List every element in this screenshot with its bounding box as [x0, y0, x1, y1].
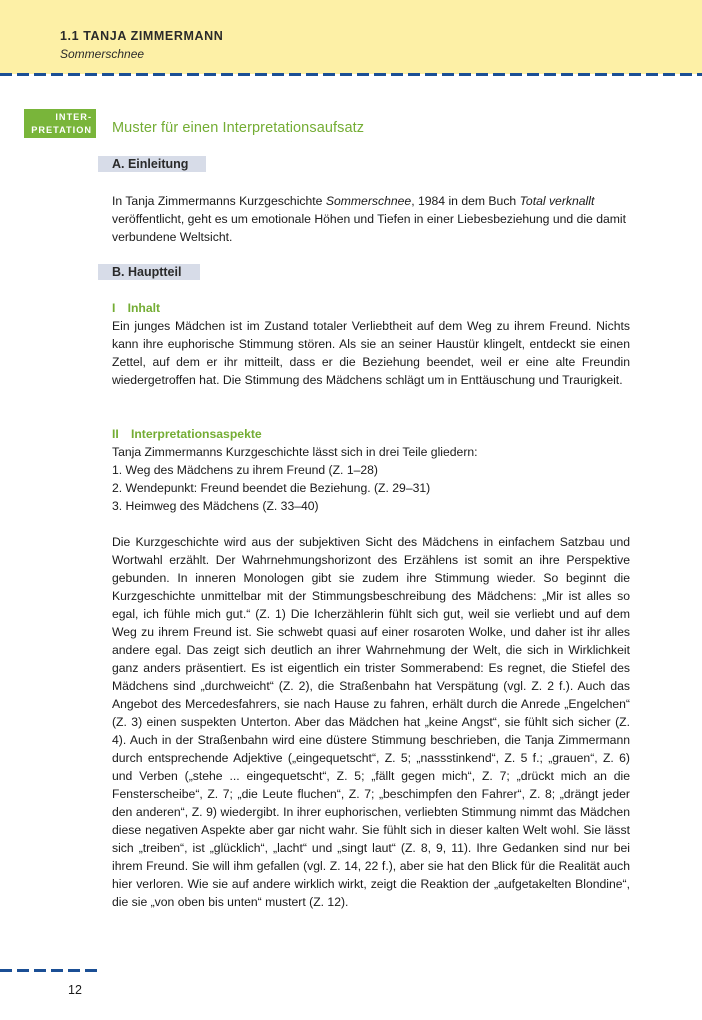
interpretation-badge	[24, 109, 96, 138]
section-title: Muster für einen Interpretationsaufsatz	[112, 120, 365, 136]
header-dashed-divider	[0, 73, 702, 76]
aspekte-heading: II Interpretationsaspekte	[112, 427, 262, 441]
analysis-paragraph	[112, 533, 630, 911]
einleitung-text-middle: , 1984 in dem Buch	[411, 194, 520, 208]
parts-list	[112, 461, 630, 515]
heading-einleitung: A. Einleitung	[98, 156, 206, 172]
page-header	[0, 0, 702, 74]
story-title: Sommerschnee	[325, 194, 412, 208]
analysis-text: Die Kurzgeschichte wird aus der subjektiven Sicht des Mädchens in einfachem Satzbau und Wortwahl erzählt. Der Wahrnehmungshorizont des Erzählens ist somit an ihre Perspektive gebunden. In inneren Monologen gibt sie zudem ihre Stimmung wieder. So beginnt die Kurzgeschichte unmittelbar mit der Stimmungsbeschreibung des Mädchens: „Mir ist alles so egal, ich fühle mich gut.“ (Z. 1) Die Icherzählerin fühlt sich gut, weil sie verliebt und auf dem Weg zu ihrem Freund ist. Sie schwebt quasi auf einer rosaroten Wolke, und daher ist ihr alles andere egal. Das zeigt sich deutlich an ihrer Wahrnehmung der Welt, die sich in Wirklichkeit ganz anders präsentiert. Es ist eigentlich ein trister Sommerabend: Es regnet, die Stiefel des Mädchens sind „durchweicht“ (Z. 2), die Straßenbahn hat Verspätung (vgl. Z. 2 f.). Auch das Angebot des Mercedesfahrers, sie nach Hause zu fahren, erhält durch die Anrede „Engelchen“ (Z. 3) einen suspekten Unterton. Aber das Mädchen hat „keine Angst“, sie fühlt sich sicher (Z. 4). Auch in der Straßenbahn wird eine düstere Stimmung beschrieben, die Tanja Zimmermann durch entsprechende Adjektive („eingequetscht“, Z. 5; „nassstinkend“, Z. 5 f.; „grauen“, Z. 6) und Verben („stehe ... eingequetscht“, Z. 5; „fällt gegen mich“, Z. 7; „drückt mich an die Fensterscheibe“, Z. 7; „die Leute fluchen“, Z. 7; „beschimpfen den Fahrer“, Z. 8; „drängt jeder den anderen“, Z. 9) wiedergibt. In ihrer euphorischen, verliebten Stimmung nimmt das Mädchen diese negativen Aspekte aber gar nicht wahr. Sie fühlt sich in dieser kalten Welt wohl. Sie lässt sich „treiben“, ist „glücklich“, „lacht“ und „singt laut“ (Z. 8, 9, 11). Ihre Gedanken sind nur bei ihrem Freund. Sie will ihm gefallen (vgl. Z. 14, 22 f.), aber sie hat den Blick für die Realität auch hier verloren. Wie sie auf andere wirklich wirkt, zeigt die Reaktion der „aufgetakelten Blondine“, die sie „von oben bis unten“ mustert (Z. 12).	[112, 535, 630, 909]
inhalt-heading: I Inhalt	[112, 301, 161, 315]
list-item: 1. Weg des Mädchens zu ihrem Freund (Z. 1–28)	[112, 463, 378, 477]
page-number: 12	[68, 983, 82, 997]
einleitung-paragraph	[112, 192, 630, 246]
inhalt-text: Ein junges Mädchen ist im Zustand totaler Verliebtheit auf dem Weg zu ihrem Freund. Nichts kann ihre euphorische Stimmung stören. Als sie an seiner Haustür klingelt, entdeckt sie einen Zettel, auf dem er ihr mitteilt, dass er die Beziehung beendet, weil er eine alte Freundin wiedergetroffen hat. Die Stimmung des Mädchens schlägt um in Enttäuschung und Traurigkeit.	[112, 319, 630, 387]
chapter-title: 1.1 TANJA ZIMMERMANN	[60, 29, 224, 43]
einleitung-text-end: veröffentlicht, geht es um emotionale Höhen und Tiefen in einer Liebesbeziehung und die damit verbundene Weltsicht.	[112, 212, 627, 244]
einleitung-text-start: In Tanja Zimmermanns Kurzgeschichte	[112, 194, 326, 208]
list-item: 2. Wendepunkt: Freund beendet die Beziehung. (Z. 29–31)	[112, 481, 431, 495]
chapter-subtitle: Sommerschnee	[60, 47, 145, 61]
footer-dashed-divider	[0, 969, 100, 972]
heading-hauptteil: B. Hauptteil	[98, 264, 200, 280]
badge-line-2: PRETATION	[31, 125, 92, 135]
aspekte-section	[112, 425, 630, 515]
aspekte-intro: Tanja Zimmermanns Kurzgeschichte lässt sich in drei Teile gliedern:	[112, 445, 478, 459]
book-title: Total verknallt	[519, 194, 595, 208]
inhalt-section	[112, 299, 630, 389]
list-item: 3. Heimweg des Mädchens (Z. 33–40)	[112, 499, 319, 513]
badge-line-1: INTER-	[55, 112, 92, 122]
